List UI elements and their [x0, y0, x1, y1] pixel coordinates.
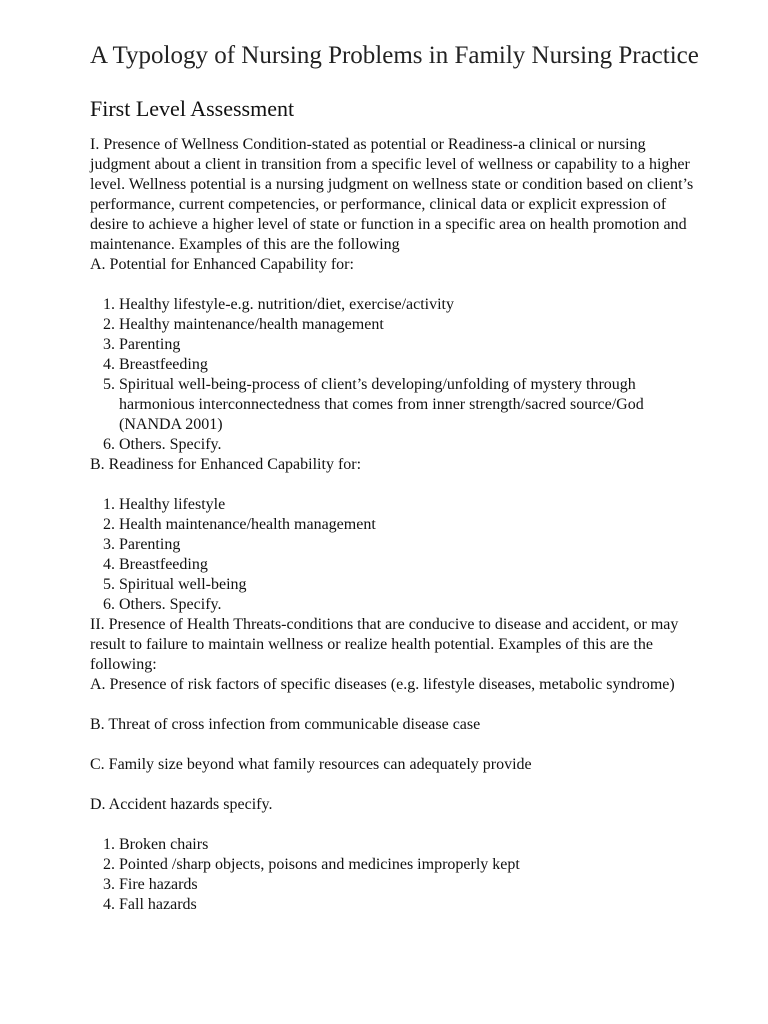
list-item: 3. Fire hazards: [119, 875, 708, 895]
part2-d-text: D. Accident hazards specify.: [90, 796, 273, 813]
list-item: 6. Others. Specify.: [119, 595, 708, 615]
part2-c-text: C. Family size beyond what family resources can adequately provide: [90, 756, 532, 773]
list-item: 2. Health maintenance/health management: [119, 515, 708, 535]
list-item: 1. Healthy lifestyle-e.g. nutrition/diet, exercise/activity: [119, 295, 708, 315]
part1-a-label: A. Potential for Enhanced Capability for:: [90, 256, 354, 273]
part2-d-list: [90, 835, 708, 915]
part1-b-label: B. Readiness for Enhanced Capability for:: [90, 456, 362, 473]
document-title: A Typology of Nursing Problems in Family Nursing Practice: [90, 42, 699, 69]
part1-intro: I. Presence of Wellness Condition-stated as potential or Readiness-a clinical or nursing judgment about a client in transition from a specific level of wellness or capability to a higher level. Wellness potential is a nursing judgment on wellness state or condition based on client’s performance, current competencies, or performance, clinical data or explicit expression of desire to achieve a higher level of state or function in a specific area on health promotion and maintenance. Examples of this are the following: [90, 136, 694, 253]
spacer: [90, 735, 708, 755]
list-item: 2. Pointed /sharp objects, poisons and medicines improperly kept: [119, 855, 708, 875]
spacer: [90, 775, 708, 795]
list-item: 3. Parenting: [119, 535, 708, 555]
list-item: 4. Breastfeeding: [119, 555, 708, 575]
spacer: [90, 815, 708, 835]
spacer: [90, 275, 708, 295]
part2-intro: II. Presence of Health Threats-conditions that are conducive to disease and accident, or may result to failure to maintain wellness or realize health potential. Examples of this are the following:: [90, 616, 679, 673]
list-item: 5. Spiritual well-being: [119, 575, 708, 595]
list-item: 6. Others. Specify.: [119, 435, 708, 455]
section-heading: First Level Assessment: [90, 96, 295, 121]
list-item: 5. Spiritual well-being-process of client’s developing/unfolding of mystery through harmonious interconnectedness that comes from inner strength/sacred source/God (NANDA 2001): [119, 375, 708, 435]
list-item: 4. Fall hazards: [119, 895, 708, 915]
part1-b-list: [90, 495, 708, 615]
list-item: 2. Healthy maintenance/health management: [119, 315, 708, 335]
list-item: 1. Broken chairs: [119, 835, 708, 855]
part1-a-list: [90, 295, 708, 455]
spacer: [90, 475, 708, 495]
list-item: 1. Healthy lifestyle: [119, 495, 708, 515]
list-item: 4. Breastfeeding: [119, 355, 708, 375]
part2-a-text: A. Presence of risk factors of specific diseases (e.g. lifestyle diseases, metabolic syndrome): [90, 676, 675, 693]
part2-b-text: B. Threat of cross infection from communicable disease case: [90, 716, 481, 733]
spacer: [90, 695, 708, 715]
list-item: 3. Parenting: [119, 335, 708, 355]
